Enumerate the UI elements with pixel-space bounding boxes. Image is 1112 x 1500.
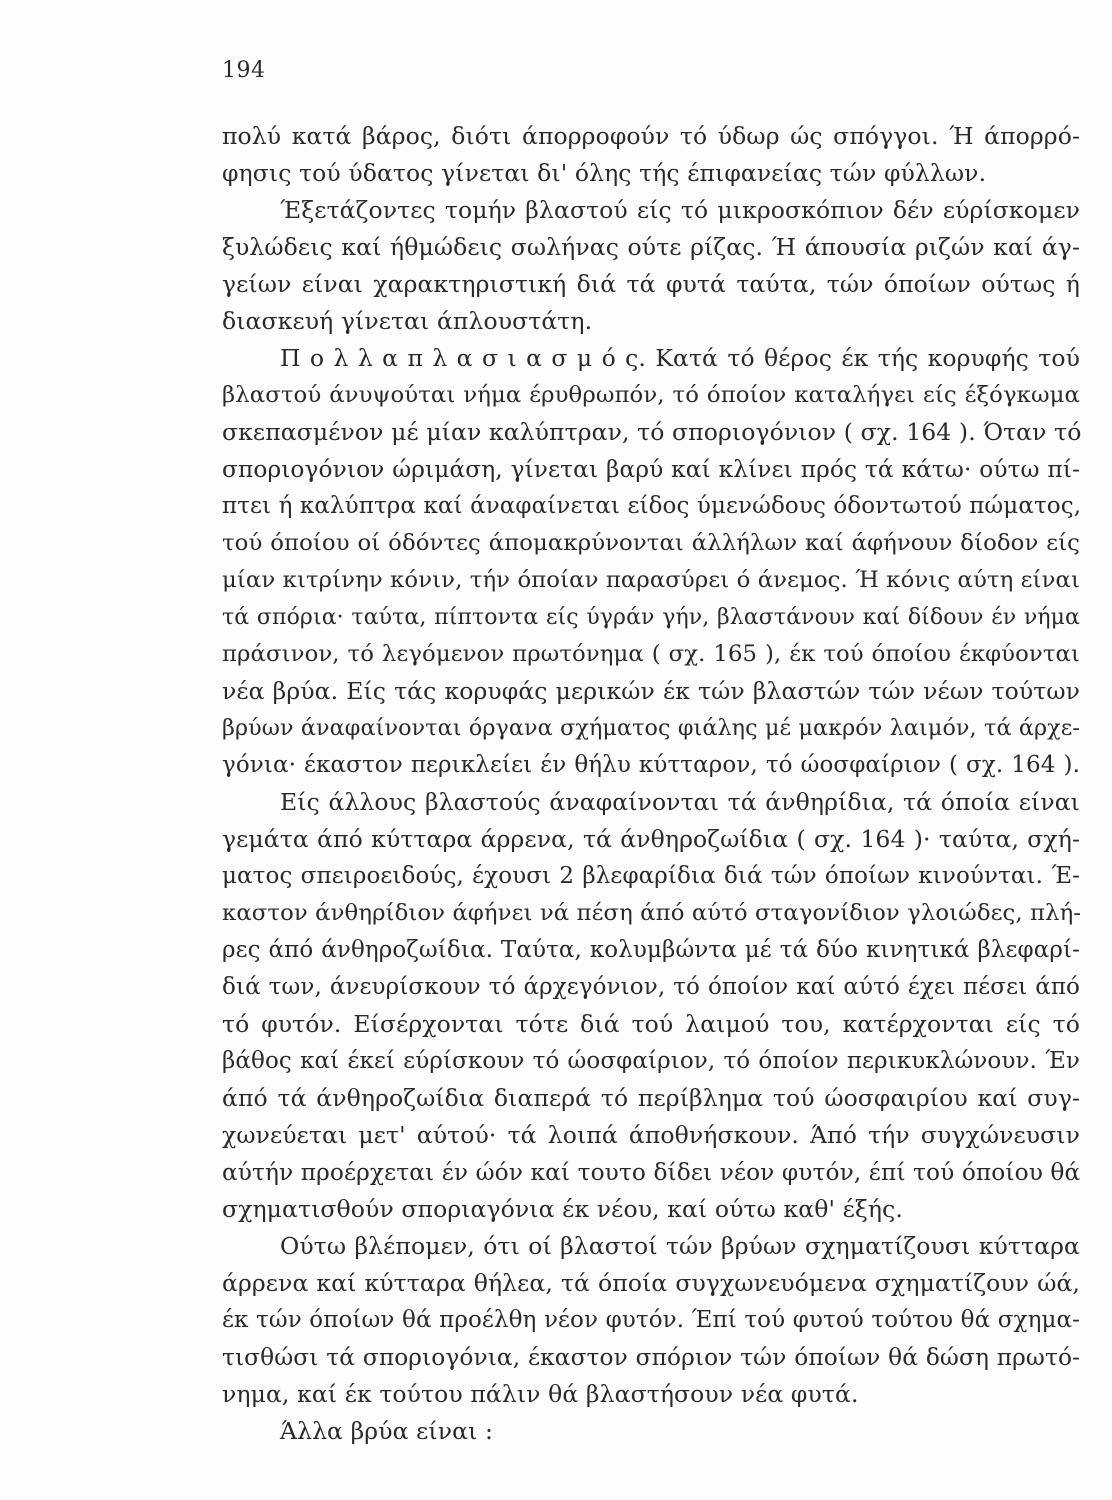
- text-line: πράσινον, τό λεγόμενον πρωτόνημα ( σχ. 165 ), έκ τού όποίου έκφύονται: [222, 641, 1080, 667]
- text-line: διά των, άνευρίσκουν τό άρχεγόνιον, τό όποίον καί αύτό έχει πέσει άπό: [222, 974, 1080, 1000]
- text-line: νημα, καί έκ τούτου πάλιν θά βλαστήσουν νέα φυτά.: [222, 1380, 859, 1408]
- text-line: σποριογόνιον ώριμάση, γίνεται βαρύ καί κλίνει πρός τά κάτω· ούτω πί-: [222, 456, 1080, 483]
- text-line: Έξετάζοντες τομήν βλαστού είς τό μικροσκόπιον δέν εύρίσκομεν: [280, 196, 1080, 224]
- text-line: νέα βρύα. Είς τάς κορυφάς μερικών έκ τών βλαστών τών νέων τούτων: [222, 677, 1080, 705]
- text-line: βλαστού άνυψούται νήμα έρυθρωπόν, τό όποίον καταλήγει είς έξόγκωμα: [222, 382, 1080, 408]
- text-line: βάθος καί έκεί εύρίσκουν τό ώοσφαίριον, τό όποίον περικυκλώνουν. Έν: [222, 1048, 1080, 1074]
- text-line: τά σπόρια· ταύτα, πίπτοντα είς ύγράν γήν, βλαστάνουν καί δίδουν έν νήμα: [222, 605, 1080, 630]
- text-line: μίαν κιτρίνην κόνιν, τήν όποίαν παρασύρει ό άνεμος. Ή κόνις αύτη είναι: [222, 567, 1080, 593]
- text-line: Άλλα βρύα είναι :: [280, 1417, 493, 1445]
- body-text: [222, 118, 1080, 1450]
- text-line: Είς άλλους βλαστούς άναφαίνονται τά άνθηρίδια, τά όποία είναι: [280, 788, 1080, 816]
- text-line: βρύων άναφαίνονται όργανα σχήματος φιάλης μέ μακρόν λαιμόν, τά άρχε-: [222, 715, 1080, 741]
- text-line: χωνεύεται μετ' αύτού· τά λοιπά άποθνήσκουν. Άπό τήν συγχώνευσιν: [222, 1121, 1080, 1149]
- text-line: σκεπασμένον μέ μίαν καλύπτραν, τό σποριογόνιον ( σχ. 164 ). Όταν τό: [222, 418, 1082, 446]
- text-line: τού όποίου οί όδόντες άπομακρύνονται άλλήλων καί άφήνουν δίοδον είς: [222, 530, 1080, 556]
- text-line: γεμάτα άπό κύτταρα άρρενα, τά άνθηροζωίδια ( σχ. 164 )· ταύτα, σχή-: [222, 825, 1080, 853]
- page-number: 194: [222, 58, 266, 83]
- text-line: τισθώσι τά σποριογόνια, έκαστον σπόριον τών όποίων θά δώση πρωτό-: [222, 1344, 1080, 1371]
- text-line: πολύ κατά βάρος, διότι άπορροφούν τό ύδωρ ώς σπόγγοι. Ή άπορρό-: [222, 122, 1080, 150]
- text-line: διασκευή γίνεται άπλουστάτη.: [222, 307, 593, 335]
- text-line: φησις τού ύδατος γίνεται δι' όλης τής έπιφανείας τών φύλλων.: [222, 159, 987, 187]
- text-line: καστον άνθηρίδιον άφήνει νά πέση άπό αύτό σταγονίδιον γλοιώδες, πλή-: [222, 900, 1082, 926]
- text-line: πτει ή καλύπτρα καί άναφαίνεται είδος ύμενώδους όδοντωτού πώματος,: [222, 493, 1082, 519]
- text-line: Ούτω βλέπομεν, ότι οί βλαστοί τών βρύων σχηματίζουσι κύτταρα: [280, 1232, 1080, 1260]
- text-line: γείων είναι χαρακτηριστική διά τά φυτά ταύτα, τών όποίων ούτως ή: [222, 270, 1080, 298]
- text-line: ρες άπό άνθηροζωίδια. Ταύτα, κολυμβώντα μέ τά δύο κινητικά βλεφαρί-: [222, 937, 1080, 963]
- text-line: Π ο λ λ α π λ α σ ι α σ μ ό ς. Κατά τό θέρος έκ τής κορυφής τού: [280, 344, 1080, 372]
- text-line: αύτήν προέρχεται έν ώόν καί τουτο δίδει νέον φυτόν, έπί τού όποίου θά: [222, 1159, 1081, 1186]
- text-line: έκ τών όποίων θά προέλθη νέον φυτόν. Έπί τού φυτού τούτου θά σχημα-: [222, 1307, 1080, 1333]
- text-line: τό φυτόν. Είσέρχονται τότε διά τού λαιμού του, κατέρχονται είς τό: [222, 1010, 1080, 1038]
- text-line: άρρενα καί κύτταρα θήλεα, τά όποία συγχωνευόμενα σχηματίζουν ώά,: [222, 1269, 1080, 1297]
- text-line: ξυλώδεις καί ήθμώδεις σωλήνας ούτε ρίζας. Ή άπουσία ριζών καί άγ-: [222, 233, 1080, 261]
- text-line: γόνια· έκαστον περικλείει έν θήλυ κύτταρον, τό ώοσφαίριον ( σχ. 164 ).: [222, 752, 1080, 778]
- text-line: σχηματισθούν σποριαγόνια έκ νέου, καί ούτω καθ' έξής.: [222, 1195, 903, 1223]
- text-line: ματος σπειροειδούς, έχουσι 2 βλεφαρίδια διά τών όποίων κινούνται. Έ-: [222, 863, 1080, 889]
- text-line: άπό τά άνθηροζωίδια διαπερά τό περίβλημα τού ώοσφαιρίου καί συγ-: [222, 1084, 1080, 1112]
